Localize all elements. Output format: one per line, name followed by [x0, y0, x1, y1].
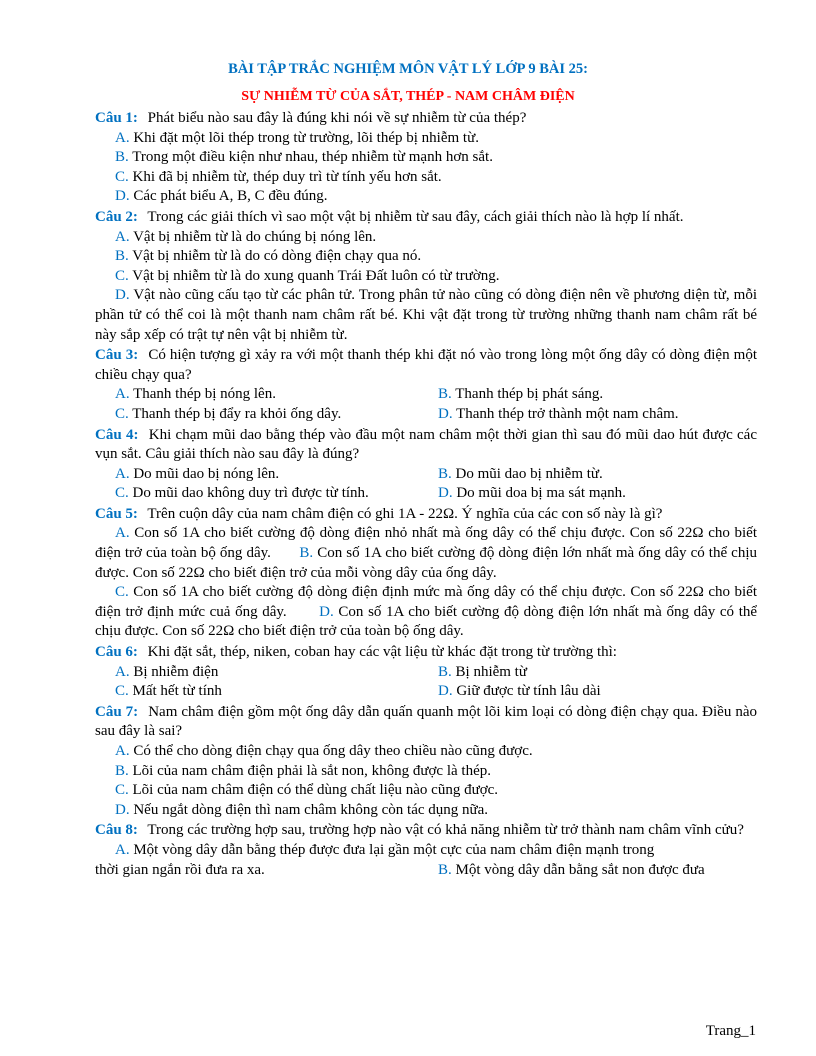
- question-number: Câu 8:: [95, 822, 138, 839]
- page-number: Trang_1: [705, 1023, 756, 1039]
- option-row: [95, 405, 757, 425]
- option-b: B. Trong một điều kiện như nhau, thép nhiễm từ mạnh hơn sắt.: [115, 149, 493, 166]
- question-number: Câu 7:: [95, 703, 139, 720]
- option-c: C. Lõi của nam châm điện có thể dùng chất liệu nào cũng được.: [115, 782, 499, 799]
- option-b: B. Do mũi dao bị nhiễm từ.: [438, 465, 603, 482]
- question-2: [95, 208, 757, 228]
- option-d: D. Thanh thép trở thành một nam châm.: [438, 405, 679, 422]
- option-a: A. Vật bị nhiễm từ là do chúng bị nóng lên.: [115, 228, 377, 245]
- question-number: Câu 6:: [95, 644, 138, 661]
- option-d: D. Nếu ngắt dòng điện thì nam châm không còn tác dụng nữa.: [115, 801, 489, 818]
- question-number: Câu 5:: [95, 505, 138, 522]
- option-c: C. Khi đã bị nhiễm từ, thép duy trì từ tính yếu hơn sắt.: [115, 168, 442, 185]
- option-d: D. Giữ được từ tính lâu dài: [438, 683, 601, 700]
- option-a: A. Bị nhiễm điện: [115, 663, 219, 680]
- option-b: B. Bị nhiễm từ: [438, 663, 527, 680]
- question-text: Trong các giải thích vì sao một vật bị nhiễm từ sau đây, cách giải thích nào là hợp lí nhất.: [147, 208, 684, 225]
- option-b: B. Lõi của nam châm điện phải là sắt non, không được là thép.: [115, 762, 491, 779]
- question-7: [95, 703, 757, 742]
- question-number: Câu 3:: [95, 347, 139, 364]
- option-d: D. Các phát biểu A, B, C đều đúng.: [115, 188, 328, 205]
- option-c: C. Mất hết từ tính: [115, 683, 222, 700]
- question-number: Câu 4:: [95, 426, 139, 443]
- question-text: Khi chạm mũi dao bằng thép vào đầu một nam châm một thời gian thì sau đó mũi dao hút được các vụn sắt. Câu giải thích nào sau đây là đúng?: [95, 426, 757, 463]
- option-c: C. Vật bị nhiễm từ là do xung quanh Trái Đất luôn có từ trường.: [115, 267, 500, 284]
- question-8: [95, 821, 757, 841]
- question-text: Trên cuộn dây của nam châm điện có ghi 1A - 22Ω. Ý nghĩa của các con số này là gì?: [147, 505, 663, 522]
- question-4: [95, 426, 757, 465]
- option-c: C. Do mũi dao không duy trì được từ tính.: [115, 485, 369, 502]
- question-text: Phát biểu nào sau đây là đúng khi nói về sự nhiễm từ của thép?: [147, 110, 527, 126]
- option-a: A. Một vòng dây dẫn bằng thép được đưa lại gần một cực của nam châm điện mạnh trong: [115, 841, 655, 858]
- option-a-b: A. Con số 1A cho biết cường độ dòng điện nhỏ nhất mà ống dây có thể chịu được. Con số 22Ω cho biết điện trở của toàn bộ ống dây. B. Con số 1A cho biết cường độ dòng điện lớn nhất mà ống dây có thể chịu được. Con số 22Ω cho biết điện trở của mỗi vòng dây của ống dây.: [95, 525, 758, 581]
- question-text: Trong các trường hợp sau, trường hợp nào vật có khả năng nhiễm từ trở thành nam châm vĩnh cửu?: [147, 822, 744, 839]
- option-a: A. Có thể cho dòng điện chạy qua ống dây theo chiều nào cũng được.: [115, 743, 533, 759]
- option-a: A. Khi đặt một lõi thép trong từ trường, lõi thép bị nhiễm từ.: [115, 129, 479, 146]
- document-title: BÀI TẬP TRẮC NGHIỆM MÔN VẬT LÝ LỚP 9 BÀI 25:: [228, 61, 588, 77]
- document-subtitle: SỰ NHIỄM TỪ CỦA SẮT, THÉP - NAM CHÂM ĐIỆN: [241, 89, 575, 104]
- question-3: [95, 346, 757, 385]
- option-a-continued: thời gian ngắn rồi đưa ra xa.: [95, 861, 265, 878]
- question-text: Có hiện tượng gì xảy ra với một thanh thép khi đặt nó vào trong lòng một ống dây có dòng điện một chiều chạy qua?: [95, 347, 758, 383]
- option-row: [95, 663, 757, 683]
- option-b: B. Thanh thép bị phát sáng.: [438, 386, 604, 403]
- question-number: Câu 1:: [95, 110, 138, 126]
- question-5: [95, 505, 757, 525]
- option-d: D. Do mũi doa bị ma sát mạnh.: [438, 485, 626, 502]
- option-b: B. Một vòng dây dẫn bằng sắt non được đưa: [438, 861, 705, 878]
- option-row: [95, 385, 757, 405]
- question-6: [95, 643, 757, 663]
- option-a: A. Thanh thép bị nóng lên.: [115, 386, 276, 403]
- option-row: [95, 465, 757, 485]
- option-row: [95, 861, 757, 881]
- question-text: Khi đặt sắt, thép, niken, coban hay các vật liệu từ khác đặt trong từ trường thì:: [147, 644, 617, 661]
- question-number: Câu 2:: [95, 208, 138, 225]
- option-b: B. Vật bị nhiễm từ là do có dòng điện chạy qua nó.: [115, 248, 422, 265]
- question-list: [95, 108, 757, 880]
- question-1: [95, 109, 757, 129]
- option-d: D. Vật nào cũng cấu tạo từ các phân tử. Trong phân tử nào cũng có dòng điện nên về phương diện từ, mỗi phần tử có thể coi là một thanh nam châm rất bé. Khi vật đặt trong từ trường những thanh nam châm rất bé này sắp xếp có trật tự nên vật bị nhiễm từ.: [95, 287, 757, 343]
- question-text: Nam châm điện gồm một ống dây dẫn quấn quanh một lõi kim loại có dòng điện chạy qua. Điều nào sau đây là sai?: [95, 703, 758, 740]
- option-a: A. Do mũi dao bị nóng lên.: [115, 465, 280, 482]
- option-row: [95, 484, 757, 504]
- option-c-d: C. Con số 1A cho biết cường độ dòng điện định mức mà ống dây có thể chịu được. Con số 22Ω cho biết điện trở định mức cuả ống dây. D. Con số 1A cho biết cường độ dòng điện lớn nhất mà ống dây có thể chịu được. Con số 22Ω cho biết điện trở của toàn bộ ống dây.: [95, 584, 758, 640]
- option-row: [95, 682, 757, 702]
- option-c: C. Thanh thép bị đẩy ra khỏi ống dây.: [115, 405, 342, 422]
